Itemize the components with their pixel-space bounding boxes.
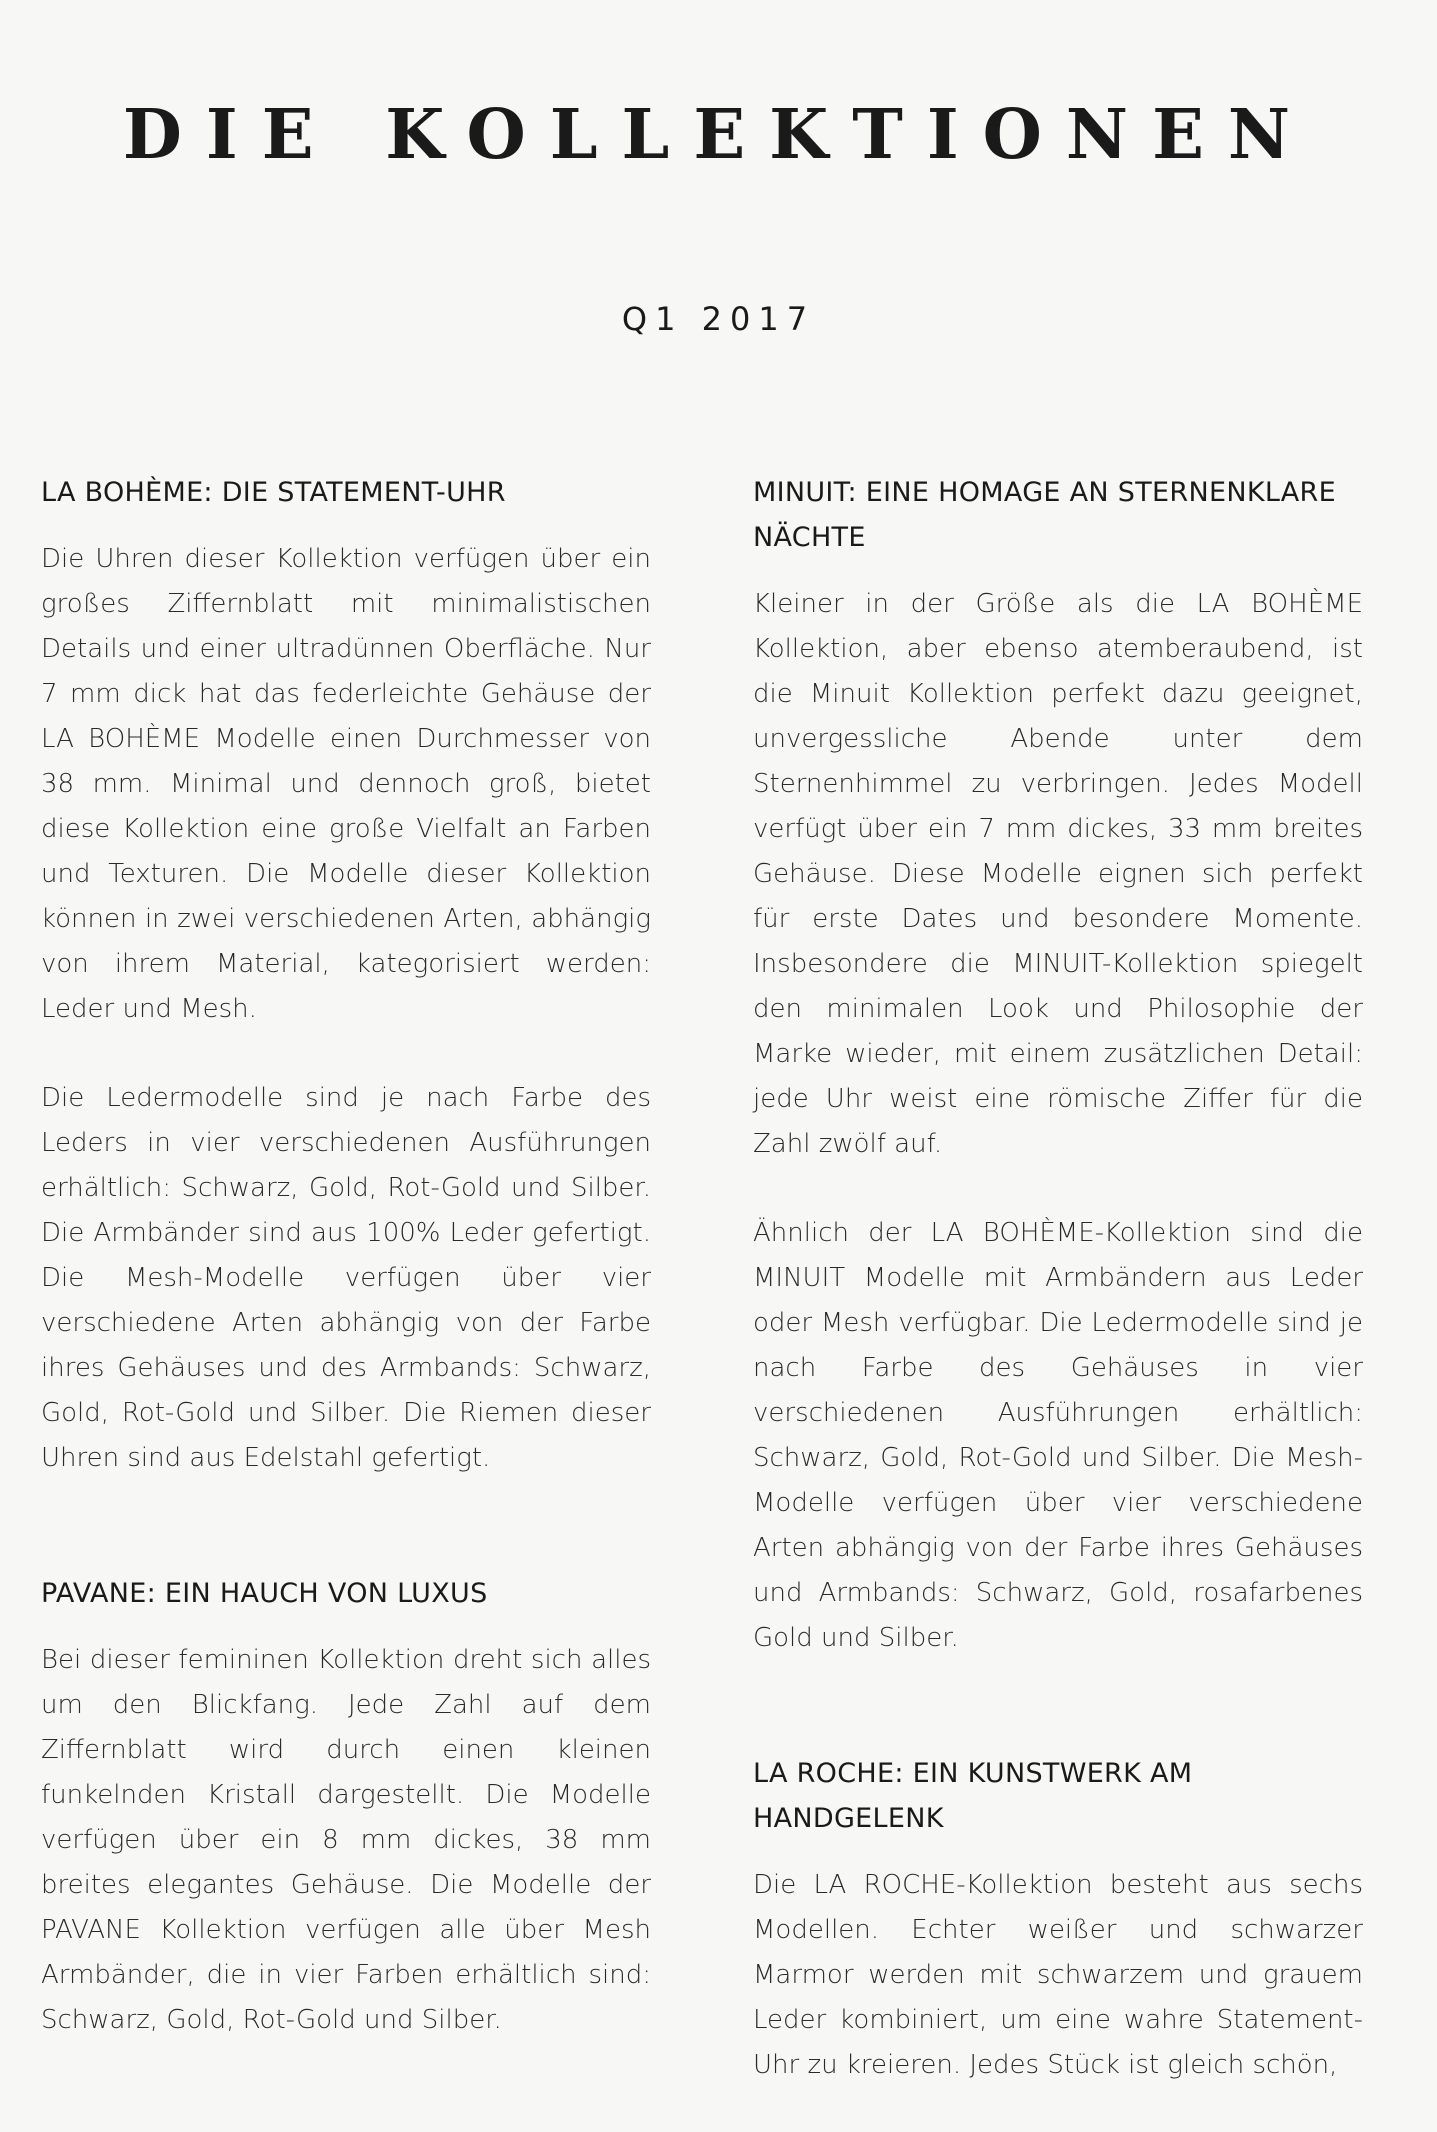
section-heading-la-roche: LA ROCHE: EIN KUNSTWERK AM HANDGELENK (753, 1758, 1193, 1834)
right-column (753, 470, 1363, 2132)
left-column (41, 470, 651, 2087)
page-title: DIE KOLLEKTIONEN (122, 95, 1315, 175)
section-heading-minuit: MINUIT: EINE HOMAGE AN STERNENKLARE NÄCHTE (753, 477, 1336, 553)
paragraph-minuit-1: Kleiner in der Größe als die LA BOHÈME Kollektion, aber ebenso atemberaubend, ist die Minuit Kollektion perfekt dazu geeignet, unvergessliche Abende unter dem Sternenhimmel zu verbringen. Jedes Modell verfügt über ein 7 mm dickes, 33 mm breites Gehäuse. Diese Modelle eignen sich perfekt für erste Dates und besondere Momente. Insbesondere die MINUIT-Kollektion spiegelt den minimalen Look und Philosophie der Marke wieder, mit einem zusätzlichen Detail: jede Uhr weist eine römische Ziffer für die Zahl zwölf auf. (753, 589, 1363, 1159)
section-la-boheme (41, 470, 651, 1481)
section-pavane (41, 1571, 651, 2043)
section-minuit (753, 470, 1363, 1661)
section-heading-pavane: PAVANE: EIN HAUCH VON LUXUS (41, 1578, 488, 1609)
paragraph-minuit-2: Ähnlich der LA BOHÈME-Kollektion sind die MINUIT Modelle mit Armbändern aus Leder oder Mesh verfügbar. Die Ledermodelle sind je nach Farbe des Gehäuses in vier verschiedenen Ausführungen erhältlich: Schwarz, Gold, Rot-Gold und Silber. Die Mesh-Modelle verfügen über vier verschiedene Arten abhängig von der Farbe ihres Gehäuses und Armbands: Schwarz, Gold, rosafarbenes Gold und Silber. (753, 1218, 1363, 1653)
section-la-roche (753, 1751, 1363, 2088)
paragraph-la-boheme-2: Die Ledermodelle sind je nach Farbe des Leders in vier verschiedenen Ausführungen erhältlich: Schwarz, Gold, Rot-Gold und Silber. Die Armbänder sind aus 100% Leder gefertigt. Die Mesh-Modelle verfügen über vier verschiedene Arten abhängig von der Farbe ihres Gehäuses und des Armbands: Schwarz, Gold, Rot-Gold und Silber. Die Riemen dieser Uhren sind aus Edelstahl gefertigt. (41, 1083, 651, 1473)
section-heading-la-boheme: LA BOHÈME: DIE STATEMENT-UHR (41, 477, 506, 508)
paragraph-la-boheme-1: Die Uhren dieser Kollektion verfügen über ein großes Ziffernblatt mit minimalistischen Details und einer ultradünnen Oberfläche. Nur 7 mm dick hat das federleichte Gehäuse der LA BOHÈME Modelle einen Durchmesser von 38 mm. Minimal und dennoch groß, bietet diese Kollektion eine große Vielfalt an Farben und Texturen. Die Modelle dieser Kollektion können in zwei verschiedenen Arten, abhängig von ihrem Material, kategorisiert werden: Leder und Mesh. (41, 544, 651, 1024)
paragraph-pavane-1: Bei dieser femininen Kollektion dreht sich alles um den Blickfang. Jede Zahl auf dem Ziffernblatt wird durch einen kleinen funkelnden Kristall dargestellt. Die Modelle verfügen über ein 8 mm dickes, 38 mm breites elegantes Gehäuse. Die Modelle der PAVANE Kollektion verfügen alle über Mesh Armbänder, die in vier Farben erhältlich sind: Schwarz, Gold, Rot-Gold und Silber. (41, 1645, 651, 2035)
page-subtitle: Q1 2017 (621, 300, 816, 338)
paragraph-la-roche-1: Die LA ROCHE-Kollektion besteht aus sechs Modellen. Echter weißer und schwarzer Marmor werden mit schwarzem und grauem Leder kombiniert, um eine wahre Statement-Uhr zu kreieren. Jedes Stück ist gleich schön, (753, 1870, 1363, 2080)
